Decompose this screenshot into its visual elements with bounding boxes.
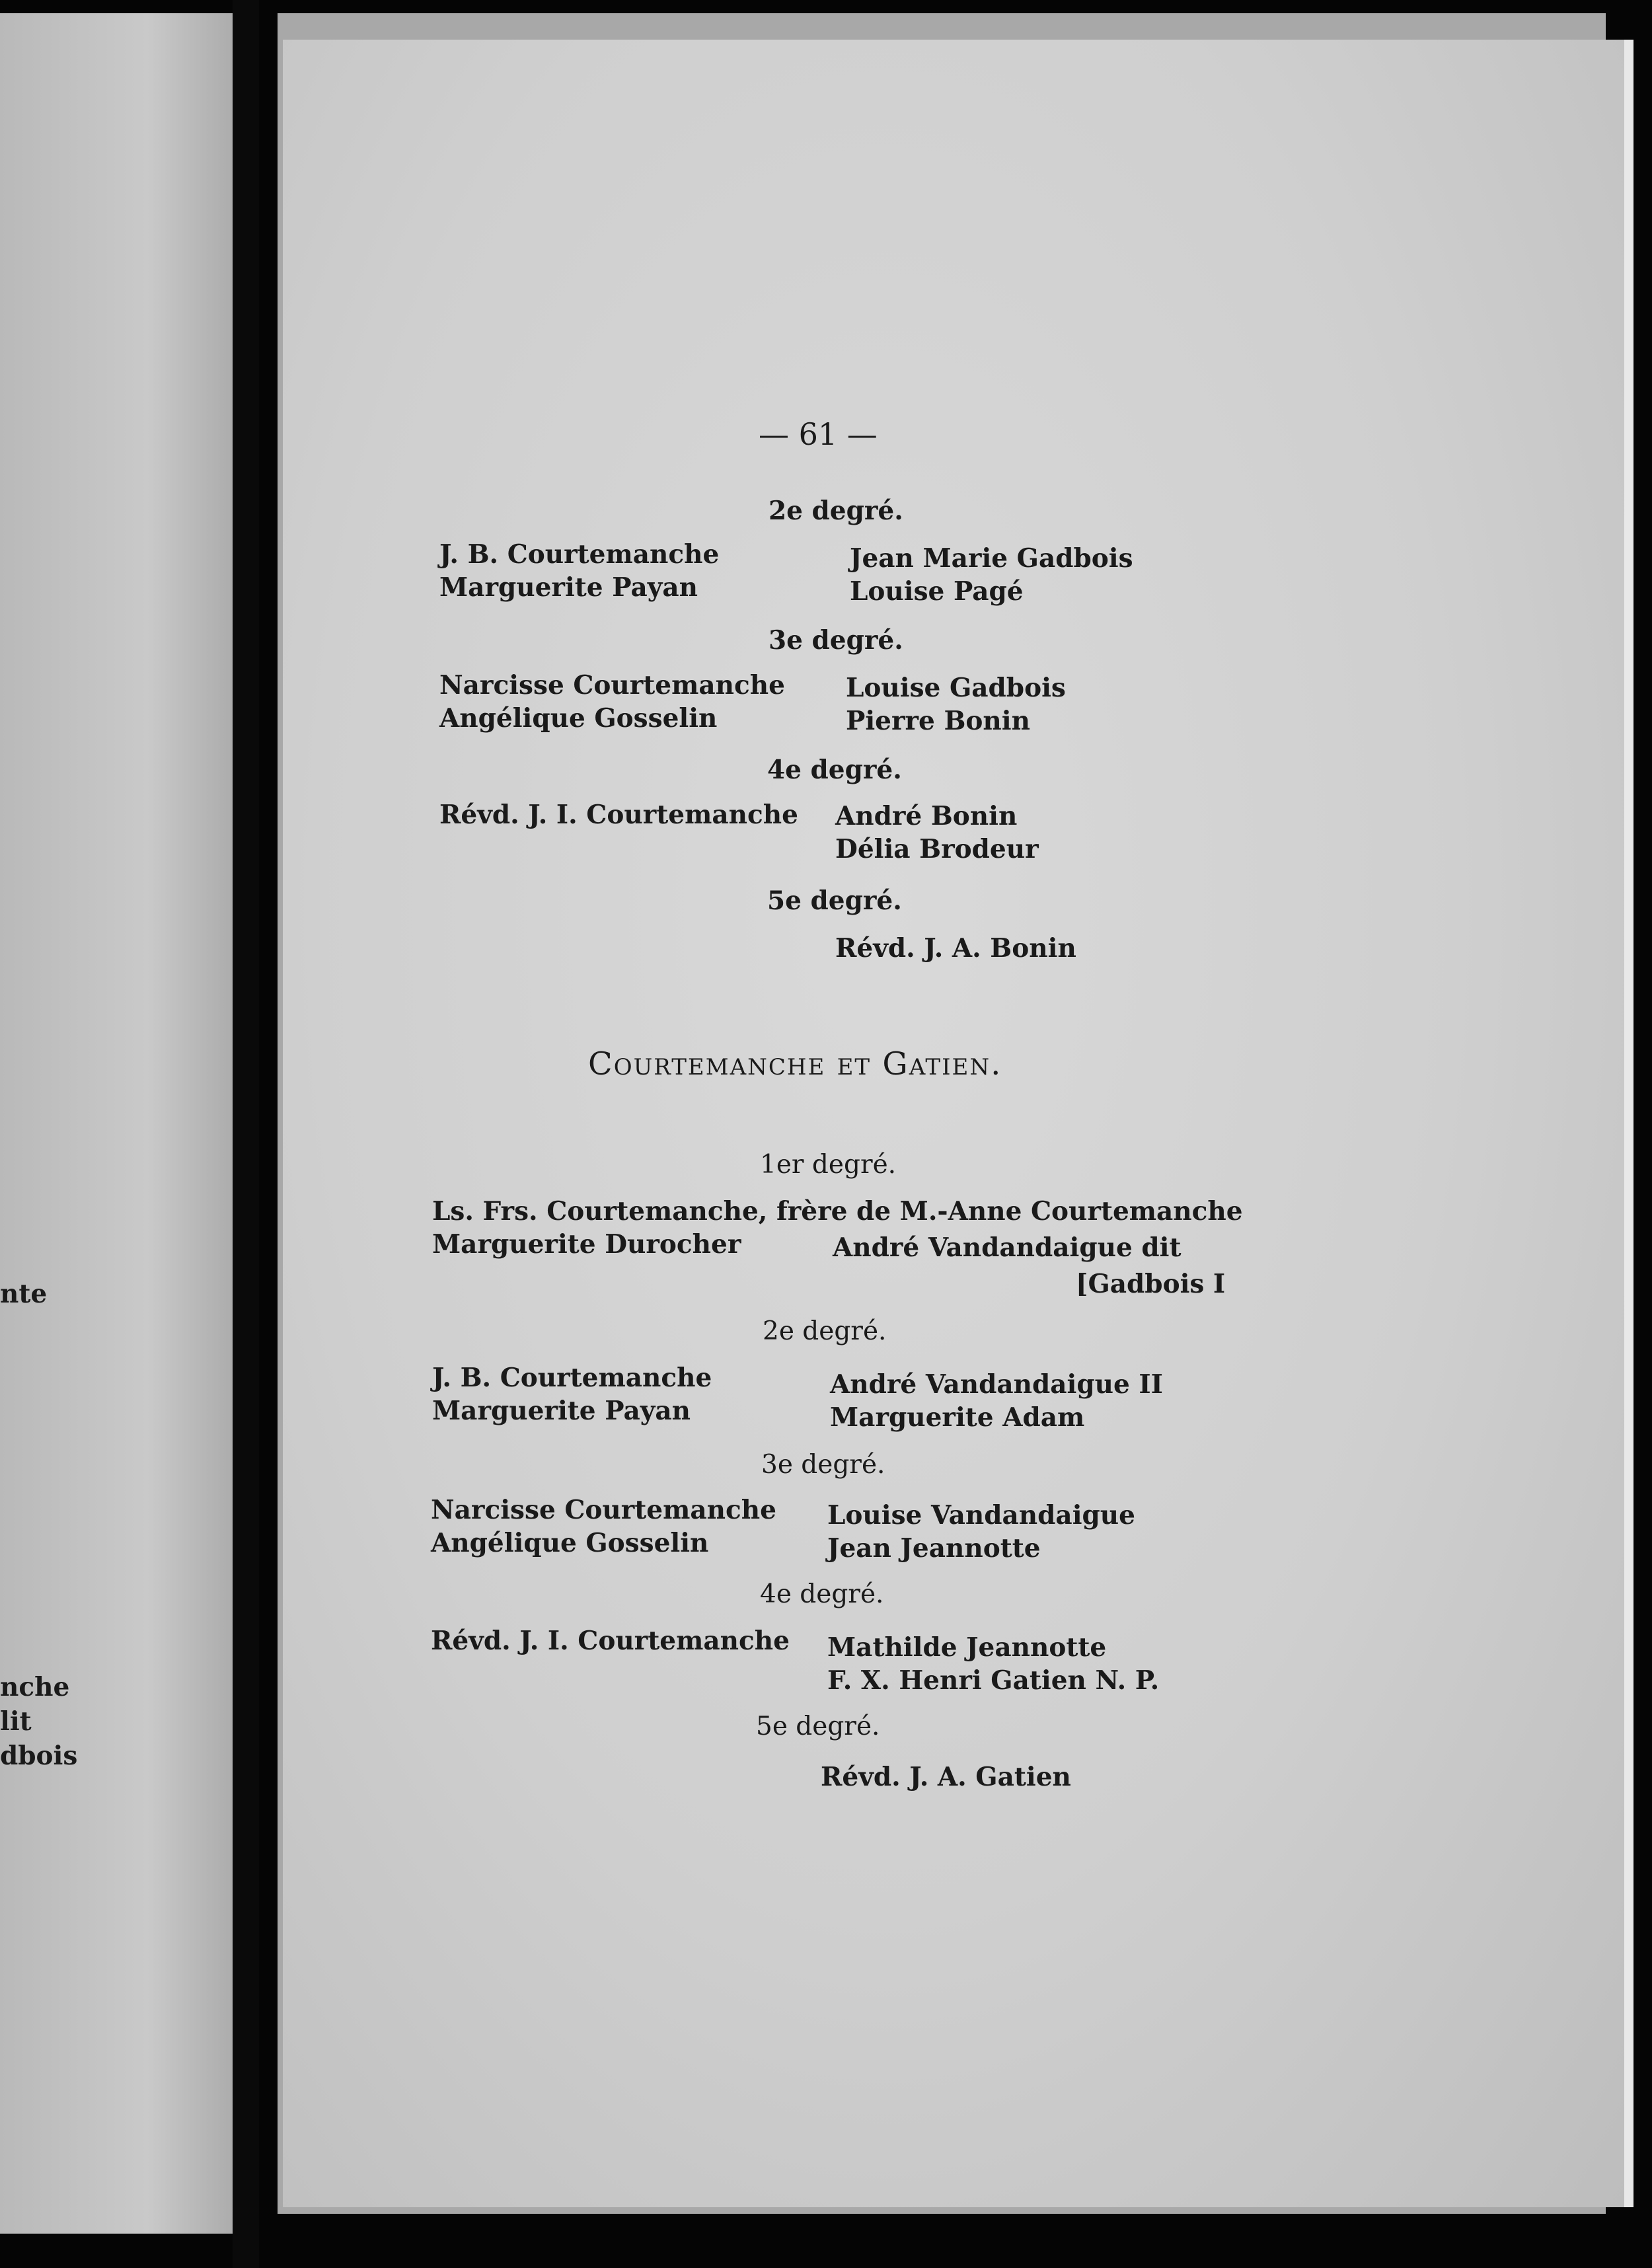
ancestor-name: Marguerite Payan	[432, 1396, 691, 1426]
ancestor-name: Délia Brodeur	[835, 834, 1039, 864]
ancestor-name: André Bonin	[835, 801, 1018, 831]
book-gutter	[233, 0, 259, 2268]
ancestor-name: Marguerite Adam	[830, 1402, 1085, 1433]
ancestor-name: Angélique Gosselin	[431, 1528, 709, 1558]
ancestor-name: Jean Jeannotte	[827, 1533, 1041, 1564]
page-number: — 61 —	[759, 416, 878, 452]
degree-heading: 5e degré.	[756, 1712, 880, 1741]
ancestor-name: Ls. Frs. Courtemanche, frère de M.-Anne Courtemanche	[432, 1196, 1243, 1227]
degree-heading: 5e degré.	[767, 886, 902, 916]
ancestor-name: Louise Gadbois	[846, 673, 1066, 703]
degree-heading: 3e degré.	[769, 625, 903, 656]
ancestor-name: J. B. Courtemanche	[432, 1363, 712, 1393]
ancestor-name: F. X. Henri Gatien N. P.	[827, 1665, 1160, 1696]
ancestor-name: Narcisse Courtemanche	[431, 1495, 776, 1525]
ancestor-name: Révd. J. A. Gatien	[821, 1762, 1071, 1792]
ancestor-name: Révd. J. I. Courtemanche	[439, 800, 798, 830]
degree-heading: 4e degré.	[767, 755, 902, 785]
left-page-fragment: lit	[0, 1706, 32, 1737]
degree-heading: 2e degré.	[769, 496, 903, 526]
ancestor-name: Pierre Bonin	[846, 706, 1030, 736]
ancestor-name: André Vandandaigue II	[830, 1369, 1163, 1400]
ancestor-name: André Vandandaigue dit	[833, 1232, 1182, 1263]
left-page-fragment: nche	[0, 1672, 70, 1702]
ancestor-name: Révd. J. A. Bonin	[835, 933, 1076, 964]
book-page	[283, 40, 1633, 2207]
left-page-fragment: nte	[0, 1279, 48, 1309]
ancestor-name: Marguerite Durocher	[432, 1229, 741, 1260]
section-title: Courtemanche et Gatien.	[588, 1045, 1002, 1082]
degree-heading: 4e degré.	[760, 1579, 884, 1609]
ancestor-name: Jean Marie Gadbois	[850, 543, 1133, 574]
degree-heading: 3e degré.	[761, 1450, 885, 1480]
ancestor-name: [Gadbois I	[1076, 1269, 1226, 1299]
ancestor-name: Louise Pagé	[850, 576, 1024, 607]
ancestor-name: Louise Vandandaigue	[827, 1500, 1135, 1531]
ancestor-name: J. B. Courtemanche	[439, 539, 720, 570]
ancestor-name: Angélique Gosselin	[439, 703, 718, 734]
left-page	[0, 13, 246, 2234]
ancestor-name: Marguerite Payan	[439, 572, 698, 603]
ancestor-name: Révd. J. I. Courtemanche	[431, 1626, 790, 1656]
left-page-fragment: dbois	[0, 1741, 78, 1771]
degree-heading: 1er degré.	[760, 1150, 897, 1180]
degree-heading: 2e degré.	[763, 1316, 887, 1346]
ancestor-name: Mathilde Jeannotte	[827, 1632, 1107, 1663]
ancestor-name: Narcisse Courtemanche	[439, 670, 785, 700]
